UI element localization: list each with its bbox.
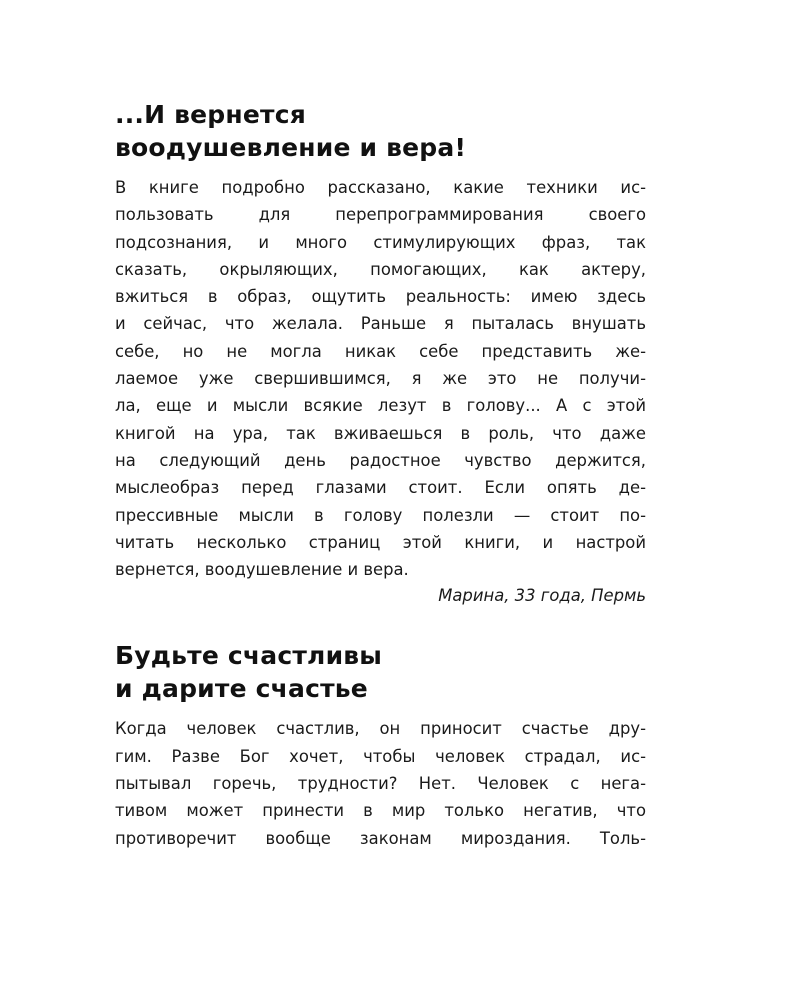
text-line: гим. Разве Бог хочет, чтобы человек страдал, ис- bbox=[115, 746, 646, 766]
text-line: и сейчас, что желала. Раньше я пыталась внушать bbox=[115, 314, 646, 334]
text-line: Когда человек счастлив, он приносит счастье дру- bbox=[115, 719, 646, 739]
body-paragraph bbox=[115, 715, 646, 851]
text-line: противоречит вообще законам мироздания. Толь- bbox=[115, 828, 646, 848]
text-line: пытывал горечь, трудности? Нет. Человек с нега- bbox=[115, 774, 646, 794]
heading-line: воодушевление и вера! bbox=[115, 133, 467, 162]
text-line: книгой на ура, так вживаешься в роль, что даже bbox=[115, 423, 646, 443]
text-line: вернется, воодушевление и вера. bbox=[115, 560, 409, 580]
text-line: на следующий день радостное чувство держится, bbox=[115, 450, 646, 470]
text-line: лаемое уже свершившимся, я же это не получи- bbox=[115, 369, 646, 389]
heading-line: ...И вернется bbox=[115, 100, 306, 129]
text-line: ла, еще и мысли всякие лезут в голову... А с этой bbox=[115, 396, 646, 416]
heading-line: и дарите счастье bbox=[115, 674, 368, 704]
heading-line: Будьте счастливы bbox=[115, 641, 383, 671]
section-heading-faith-returns bbox=[115, 98, 646, 164]
text-line: вжиться в образ, ощутить реальность: имею здесь bbox=[115, 287, 646, 307]
book-page bbox=[115, 98, 646, 852]
text-line: читать несколько страниц этой книги, и настрой bbox=[115, 532, 646, 552]
text-line: тивом может принести в мир только негатив, что bbox=[115, 801, 646, 821]
text-line: В книге подробно рассказано, какие техники ис- bbox=[115, 178, 646, 197]
text-line: мыслеобраз перед глазами стоит. Если опять де- bbox=[115, 478, 646, 498]
text-line: пользовать для перепрограммирования своего bbox=[115, 205, 646, 225]
testimonial-signature: Марина, 33 года, Пермь bbox=[438, 586, 646, 606]
text-line: подсознания, и много стимулирующих фраз, так bbox=[115, 232, 646, 252]
text-line: прессивные мысли в голову полезли — стоит по- bbox=[115, 505, 646, 525]
section-heading-be-happy bbox=[115, 639, 646, 705]
text-line: сказать, окрыляющих, помогающих, как актеру, bbox=[115, 259, 646, 279]
text-line: себе, но не могла никак себе представить же- bbox=[115, 341, 646, 361]
testimonial-paragraph bbox=[115, 174, 646, 583]
